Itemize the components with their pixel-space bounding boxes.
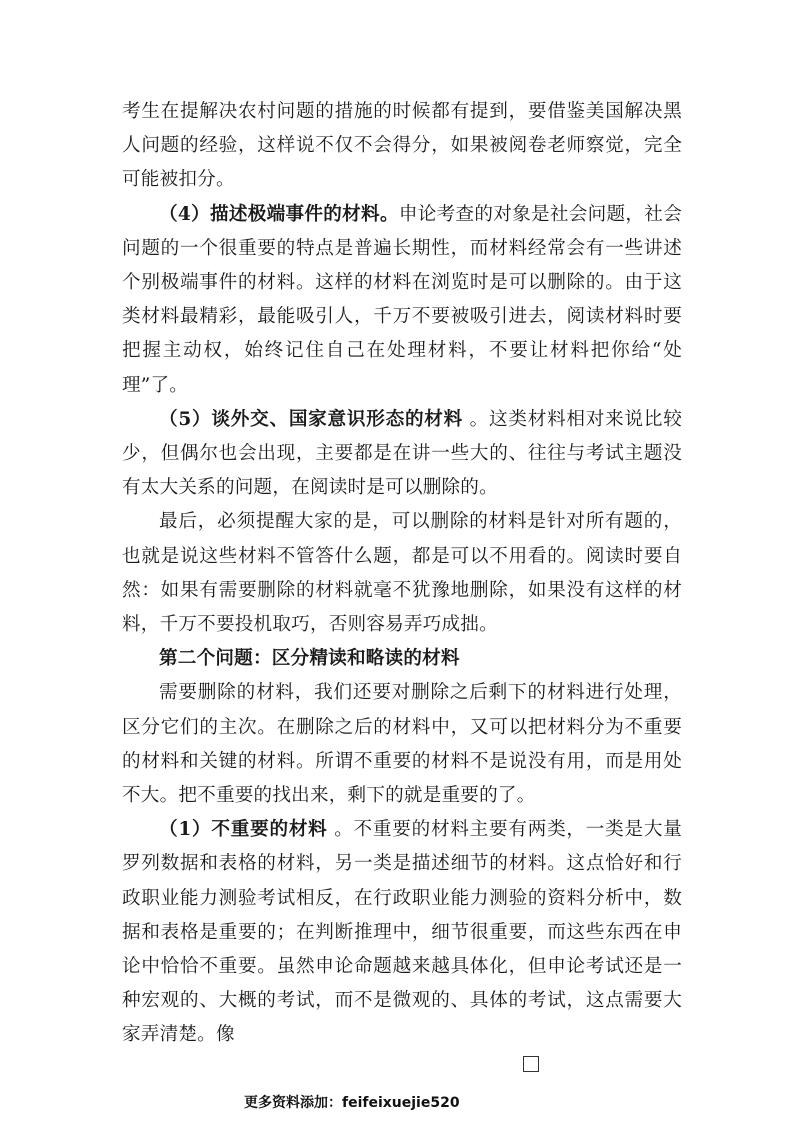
paragraph-p5 [122,642,682,676]
checkbox-square [523,1056,539,1072]
paragraph-heading: （4）描述极端事件的材料。 [159,203,399,225]
paragraph-p1 [122,95,682,198]
paragraph-p2 [122,198,682,403]
paragraph-heading: （1）不重要的材料 [159,819,328,841]
paragraph-heading: （5）谈外交、国家意识形态的材料 [159,408,463,430]
paragraph-text: 申论考查的对象是社会问题，社会问题的一个很重要的特点是普遍长期性，而材料经常会有一些讲述个别极端事件的材料。这样的材料在浏览时是可以删除的。由于这类材料最精彩，最能吸引人，千万不要被吸引进去，阅读材料时要把握主动权，始终记住自己在处理材料，不要让材料把你给“处理”了。 [122,203,682,396]
paragraph-p3 [122,403,682,506]
paragraph-text: 最后，必须提醒大家的是，可以删除的材料是针对所有题的，也就是说这些材料不管答什么题，都是可以不用看的。阅读时要自然：如果有需要删除的材料就毫不犹豫地删除，如果没有这样的材料，千万不要投机取巧，否则容易弄巧成拙。 [122,511,682,636]
section-heading: 第二个问题：区分精读和略读的材料 [159,648,460,670]
footer-note: 更多资料添加：feifeixuejie520 [244,1095,460,1111]
paragraph-text: 需要删除的材料，我们还要对删除之后剩下的材料进行处理，区分它们的主次。在删除之后的材料中，又可以把材料分为不重要的材料和关键的材料。所谓不重要的材料不是说没有用，而是用处不大。把不重要的找出来，剩下的就是重要的了。 [122,682,682,807]
paragraph-text: 。不重要的材料主要有两类，一类是大量罗列数据和表格的材料，另一类是描述细节的材料。这点恰好和行政职业能力测验考试相反，在行政职业能力测验的资料分析中，数据和表格是重要的；在判断推理中，细节很重要，而这些东西在申论中恰恰不重要。虽然申论命题越来越具体化，但申论考试还是一种宏观的、大概的考试，而不是微观的、具体的考试，这点需要大家弄清楚。像 [122,819,682,1046]
paragraph-p6 [122,676,682,813]
paragraph-p7 [122,813,682,1052]
paragraph-p4 [122,505,682,642]
paragraph-text: 考生在提解决农村问题的措施的时候都有提到，要借鉴美国解决黑人问题的经验，这样说不仅不会得分，如果被阅卷老师察觉，完全可能被扣分。 [122,101,682,191]
paragraph-text: 。这类材料相对来说比较少，但偶尔也会出现，主要都是在讲一些大的、往往与考试主题没有太大关系的问题，在阅读时是可以删除的。 [122,408,682,499]
body-text [122,95,682,1053]
